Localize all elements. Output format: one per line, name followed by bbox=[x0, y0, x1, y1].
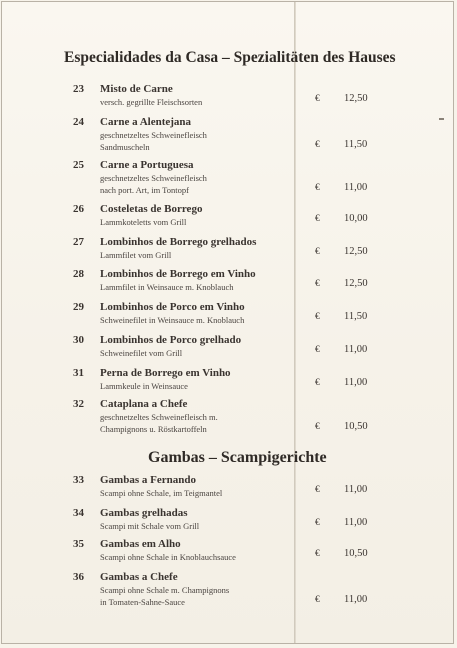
section-heading-gambas: Gambas – Scampigerichte bbox=[148, 449, 327, 466]
currency-symbol: € bbox=[315, 94, 320, 104]
item-name: Gambas a Chefe bbox=[100, 571, 178, 583]
item-description: Lammkoteletts vom Grill bbox=[100, 217, 187, 227]
item-name: Perna de Borrego em Vinho bbox=[100, 367, 231, 379]
item-description: Scampi ohne Schale m. Champignons bbox=[100, 585, 230, 595]
item-description: Scampi mit Schale vom Grill bbox=[100, 521, 200, 531]
currency-symbol: € bbox=[315, 140, 320, 150]
item-description: in Tomaten-Sahne-Sauce bbox=[100, 597, 185, 607]
item-price: 11,50 bbox=[344, 139, 368, 150]
item-price: 11,00 bbox=[344, 594, 368, 605]
currency-symbol: € bbox=[315, 247, 320, 257]
item-description: Lammfilet in Weinsauce m. Knoblauch bbox=[100, 282, 234, 292]
item-price: 10,50 bbox=[344, 421, 368, 432]
currency-symbol: € bbox=[315, 378, 320, 388]
item-number: 31 bbox=[73, 367, 84, 379]
item-description: Scampi ohne Schale in Knoblauchsauce bbox=[100, 552, 236, 562]
item-number: 34 bbox=[73, 507, 84, 519]
item-number: 25 bbox=[73, 159, 84, 171]
item-name: Costeletas de Borrego bbox=[100, 203, 203, 215]
item-name: Gambas em Alho bbox=[100, 538, 181, 550]
item-number: 27 bbox=[73, 236, 84, 248]
currency-symbol: € bbox=[315, 549, 320, 559]
item-name: Misto de Carne bbox=[100, 83, 173, 95]
item-number: 35 bbox=[73, 538, 84, 550]
ink-mark bbox=[439, 118, 444, 120]
item-description: versch. gegrillte Fleischsorten bbox=[100, 97, 203, 107]
item-description: Lammfilet vom Grill bbox=[100, 250, 172, 260]
item-price: 11,00 bbox=[344, 182, 368, 193]
menu-page bbox=[1, 1, 454, 644]
currency-symbol: € bbox=[315, 214, 320, 224]
item-price: 10,50 bbox=[344, 548, 368, 559]
item-price: 11,00 bbox=[344, 377, 368, 388]
item-number: 32 bbox=[73, 398, 84, 410]
item-name: Lombinhos de Porco grelhado bbox=[100, 334, 242, 346]
currency-symbol: € bbox=[315, 345, 320, 355]
item-description: Sandmuscheln bbox=[100, 142, 150, 152]
item-number: 26 bbox=[73, 203, 84, 215]
item-name: Gambas grelhadas bbox=[100, 507, 188, 519]
item-price: 11,00 bbox=[344, 344, 368, 355]
currency-symbol: € bbox=[315, 485, 320, 495]
item-price: 12,50 bbox=[344, 93, 368, 104]
item-name: Carne a Alentejana bbox=[100, 116, 192, 128]
item-price: 11,00 bbox=[344, 484, 368, 495]
item-price: 12,50 bbox=[344, 278, 368, 289]
item-description: nach port. Art, im Tontopf bbox=[100, 185, 189, 195]
item-number: 29 bbox=[73, 301, 84, 313]
item-price: 12,50 bbox=[344, 246, 368, 257]
currency-symbol: € bbox=[315, 595, 320, 605]
page-fold-line bbox=[294, 2, 296, 643]
item-description: geschnetzeltes Schweinefleisch bbox=[100, 130, 207, 140]
item-name: Cataplana a Chefe bbox=[100, 398, 188, 410]
currency-symbol: € bbox=[315, 518, 320, 528]
item-description: Lammkeule in Weinsauce bbox=[100, 381, 188, 391]
item-price: 11,50 bbox=[344, 311, 368, 322]
item-description: Schweinefilet vom Grill bbox=[100, 348, 183, 358]
currency-symbol: € bbox=[315, 312, 320, 322]
item-number: 28 bbox=[73, 268, 84, 280]
item-description: geschnetzeltes Schweinefleisch bbox=[100, 173, 207, 183]
item-price: 11,00 bbox=[344, 517, 368, 528]
section-heading-specialties: Especialidades da Casa – Spezialitäten des Hauses bbox=[64, 49, 396, 66]
item-name: Lombinhos de Porco em Vinho bbox=[100, 301, 245, 313]
item-description: Schweinefilet in Weinsauce m. Knoblauch bbox=[100, 315, 245, 325]
item-name: Gambas a Fernando bbox=[100, 474, 196, 486]
currency-symbol: € bbox=[315, 279, 320, 289]
item-number: 24 bbox=[73, 116, 84, 128]
item-name: Lombinhos de Borrego grelhados bbox=[100, 236, 257, 248]
item-number: 36 bbox=[73, 571, 84, 583]
item-number: 23 bbox=[73, 83, 84, 95]
item-number: 30 bbox=[73, 334, 84, 346]
item-description: geschnetzeltes Schweinefleisch m. bbox=[100, 412, 218, 422]
item-name: Carne a Portuguesa bbox=[100, 159, 194, 171]
currency-symbol: € bbox=[315, 183, 320, 193]
item-number: 33 bbox=[73, 474, 84, 486]
item-name: Lombinhos de Borrego em Vinho bbox=[100, 268, 256, 280]
item-price: 10,00 bbox=[344, 213, 368, 224]
item-description: Scampi ohne Schale, im Teigmantel bbox=[100, 488, 223, 498]
currency-symbol: € bbox=[315, 422, 320, 432]
item-description: Champignons u. Röstkartoffeln bbox=[100, 424, 207, 434]
